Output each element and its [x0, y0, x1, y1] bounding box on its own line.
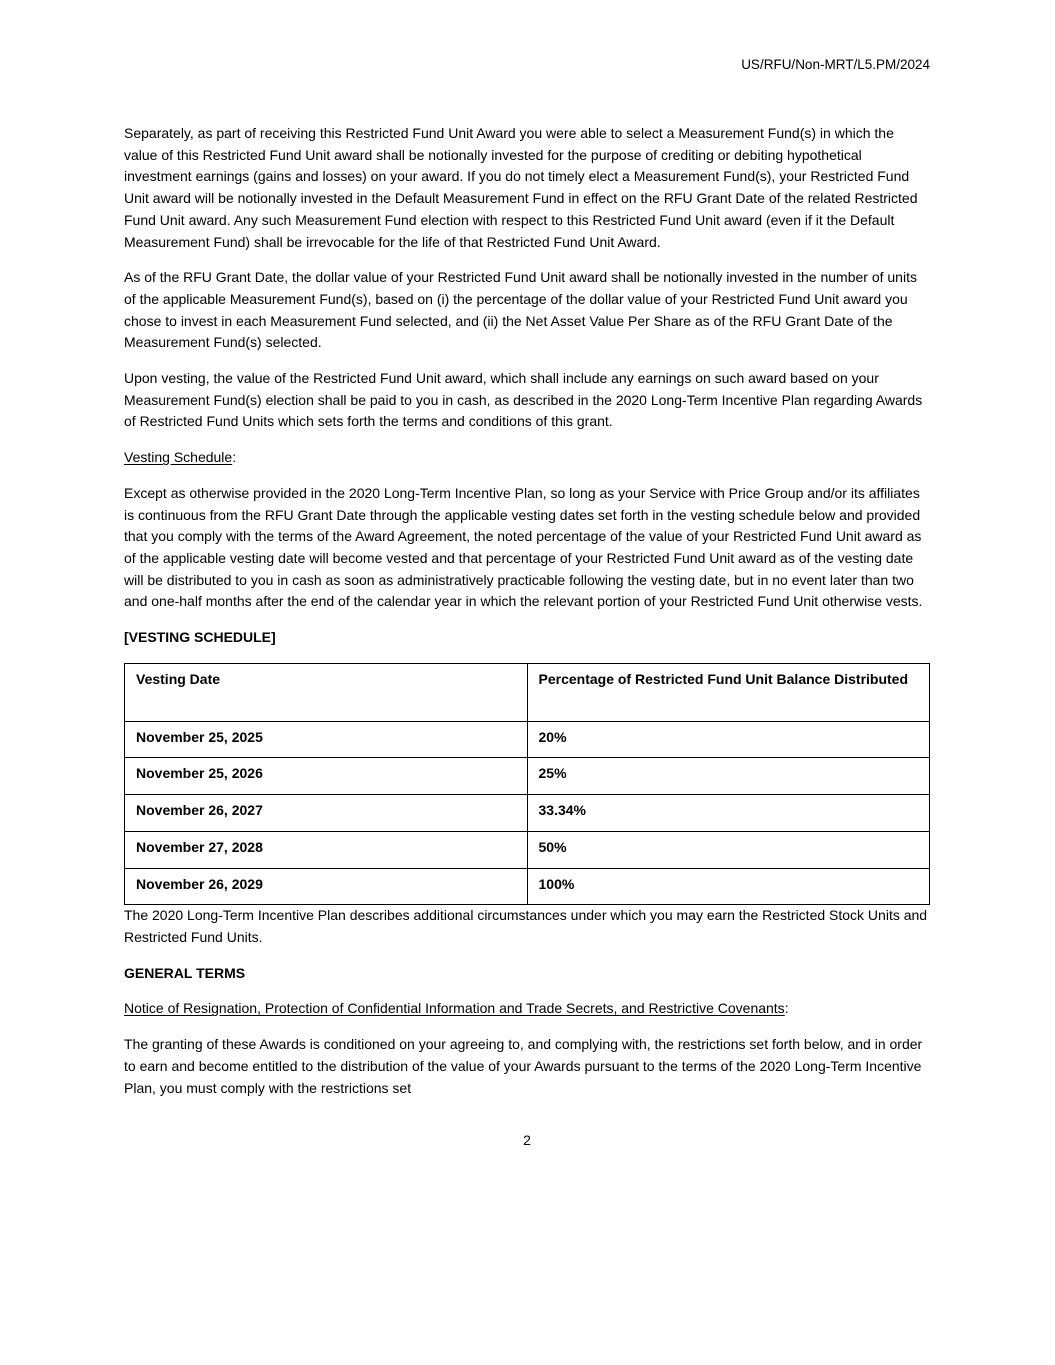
paragraph-additional-circumstances: The 2020 Long-Term Incentive Plan describes additional circumstances under which you may earn the Restricted Stock Units and Restricted Fund Units. — [124, 907, 928, 945]
vesting-table-header-row — [125, 663, 930, 721]
document-reference-code: US/RFU/Non-MRT/L5.PM/2024 — [741, 57, 930, 72]
vesting-date-cell: November 26, 2029 — [125, 868, 528, 905]
vesting-schedule-heading-colon: : — [232, 449, 237, 466]
table-row — [125, 795, 930, 832]
vesting-percentage-cell: 25% — [527, 758, 930, 795]
notice-of-resignation-heading-colon: : — [784, 1000, 789, 1017]
vesting-schedule-heading — [124, 447, 930, 469]
vesting-date-cell: November 25, 2026 — [125, 758, 528, 795]
vesting-schedule-table-heading: [VESTING SCHEDULE] — [124, 629, 276, 646]
vesting-percentage-cell: 20% — [527, 721, 930, 758]
vesting-date-cell: November 26, 2027 — [125, 795, 528, 832]
vesting-percpercentage-cell: 50% — [527, 831, 930, 868]
vesting-percentage-cell: 100% — [527, 868, 930, 905]
general-terms-heading: GENERAL TERMS — [124, 964, 246, 981]
document-content — [124, 57, 930, 1152]
paragraph-measurement-fund-selection: Separately, as part of receiving this Restricted Fund Unit Award you were able to select a Measurement Fund(s) in which the value of this Restricted Fund Unit award shall be notionally invested for the purpose of crediting or debiting hypothetical investment earnings (gains and losses) on your award. If you do not timely elect a Measurement Fund(s), your Restricted Fund Unit award will be notionally invested in the Default Measurement Fund in effect on the RFU Grant Date of the related Restricted Fund Unit award. Any such Measurement Fund election with respect to this Restricted Fund Unit award (even if it the Default Measurement Fund) shall be irrevocable for the life of that Restricted Fund Unit Award. — [124, 125, 918, 250]
vesting-table-header-percentage: Percentage of Restricted Fund Unit Balance Distributed — [527, 663, 930, 721]
notice-of-resignation-heading — [124, 998, 930, 1020]
table-row — [125, 758, 930, 795]
paragraph-notional-investment: As of the RFU Grant Date, the dollar value of your Restricted Fund Unit award shall be notionally invested in the number of units of the applicable Measurement Fund(s), based on (i) the percentage of the dollar value of your Restricted Fund Unit award you chose to invest in each Measurement Fund selected, and (ii) the Net Asset Value Per Share as of the RFU Grant Date of the Measurement Fund(s) selected. — [124, 269, 917, 351]
vesting-table-header-date: Vesting Date — [125, 663, 528, 721]
table-row — [125, 721, 930, 758]
vesting-date-cell: November 25, 2025 — [125, 721, 528, 758]
paragraph-upon-vesting: Upon vesting, the value of the Restricted Fund Unit award, which shall include any earnings on such award based on your Measurement Fund(s) election shall be paid to you in cash, as described in the 2020 Long-Term Incentive Plan regarding Awards of Restricted Fund Units which sets forth the terms and conditions of this grant. — [124, 370, 923, 430]
vesting-table — [124, 663, 930, 906]
notice-of-resignation-heading-text: Notice of Resignation, Protection of Confidential Information and Trade Secrets, and Restrictive Covenants — [124, 1000, 785, 1017]
vesting-schedule-heading-text: Vesting Schedule — [124, 449, 233, 466]
vesting-date-cell: November 27, 2028 — [125, 831, 528, 868]
page-number: 2 — [523, 1132, 531, 1149]
paragraph-vesting-conditions: Except as otherwise provided in the 2020 Long-Term Incentive Plan, so long as your Service with Price Group and/or its affiliates is continuous from the RFU Grant Date through the applicable vesting dates set forth in the vesting schedule below and provided that you comply with the terms of the Award Agreement, the noted percentage of the value of your Restricted Fund Unit award as of the applicable vesting date will become vested and that percentage of your Restricted Fund Unit award as of the vesting date will be distributed to you in cash as soon as administratively practicable following the vesting date, but in no event later than two and one-half months after the end of the calendar year in which the relevant portion of your Restricted Fund Unit otherwise vests. — [124, 484, 923, 610]
vesting-percentage-cell: 33.34% — [527, 795, 930, 832]
table-row — [125, 868, 930, 905]
paragraph-granting-conditions: The granting of these Awards is conditioned on your agreeing to, and complying with, the restrictions set forth below, and in order to earn and become entitled to the distribution of the value of your Awards pursuant to the terms of the 2020 Long-Term Incentive Plan, you must comply with the restrictions set — [124, 1036, 923, 1096]
table-row — [125, 831, 930, 868]
